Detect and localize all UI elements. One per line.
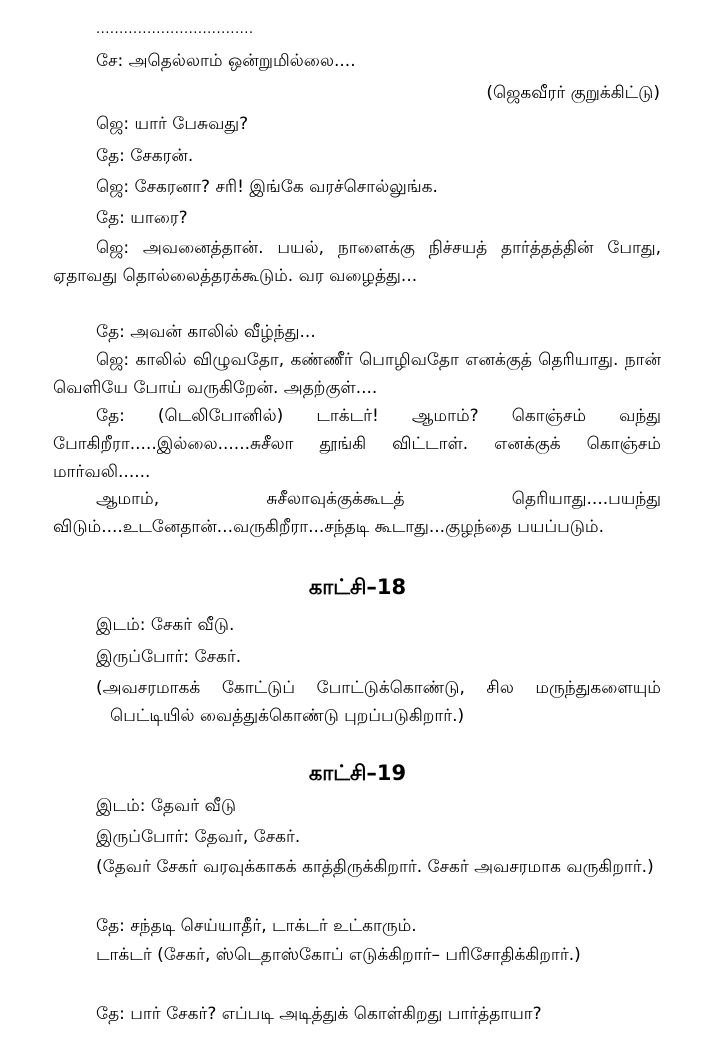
dialogue-line: தே: அவன் காலில் வீழ்ந்து... [96, 322, 316, 342]
dialogue-paragraph: ஆமாம், சுசீலாவுக்குக்கூடத் தெரியாது....பயந்து விடும்....உடனேதான்...வருகிறீரா...சந்தடி கூடாது...குழந்தை பயப்படும். [53, 489, 661, 537]
stage-direction: (அவசரமாகக் கோட்டுப் போட்டுக்கொண்டு, சில மருந்துகளையும் பெட்டியில் வைத்துக்கொண்டு புறப்படுகிறார்.) [96, 678, 661, 726]
dialogue-line: சே: அதெல்லாம் ஒன்றுமில்லை.... [96, 51, 356, 71]
dialogue-line: தே: யாரை? [96, 208, 188, 228]
dialogue-paragraph: ஜெ: அவனைத்தான். பயல், நாளைக்கு நிச்சயத் தார்த்தத்தின் போது, ஏதாவது தொல்லைத்தரக்கூடும். வர வழைத்து... [53, 238, 661, 286]
dialogue-paragraph: ஜெ: காலில் விழுவதோ, கண்ணீர் பொழிவதோ எனக்குத் தெரியாது. நான் வெளியே போய் வருகிறேன். அதற்குள்.... [53, 350, 661, 398]
dialogue-line: ஜெ: யார் பேசுவது? [96, 114, 249, 134]
dialogue-line: தே: சந்தடி செய்யாதீர், டாக்டர் உட்காரும். [96, 916, 417, 936]
scene-heading: காட்சி–18 [308, 575, 407, 599]
scene-heading: காட்சி–19 [308, 761, 407, 785]
stage-direction: (தேவர் சேகர் வரவுக்காகக் காத்திருக்கிறார். சேகர் அவசரமாக வருகிறார்.) [96, 857, 654, 877]
dialogue-paragraph: டாக்டர் (சேகர், ஸ்டெதாஸ்கோப் எடுக்கிறார்– பரிசோதிக்கிறார்.) [96, 945, 581, 965]
separator-dots: .................................. [96, 22, 254, 37]
scene-place: இடம்: தேவர் வீடு [96, 796, 237, 816]
dialogue-line: தே: சேகரன். [96, 146, 194, 166]
dialogue-paragraph: தே: (டெலிபோனில்) டாக்டர்! ஆமாம்? கொஞ்சம் வந்து போகிறீரா.....இல்லை......சுசீலா தூங்கி விட்டாள். எனக்குக் கொஞ்சம் மார்வலி...... [53, 406, 661, 482]
scene-cast: இருப்போர்: சேகர். [96, 647, 242, 667]
stage-direction: (ஜெகவீரர் குறுக்கிட்டு) [486, 83, 660, 103]
dialogue-line: ஜெ: சேகரனா? சரி! இங்கே வரச்சொல்லுங்க. [96, 177, 438, 197]
scene-cast: இருப்போர்: தேவர், சேகர். [96, 827, 301, 847]
scene-place: இடம்: சேகர் வீடு. [96, 615, 235, 635]
dialogue-line: தே: பார் சேகர்? எப்படி அடித்துக் கொள்கிறது பார்த்தாயா? [96, 1004, 542, 1024]
